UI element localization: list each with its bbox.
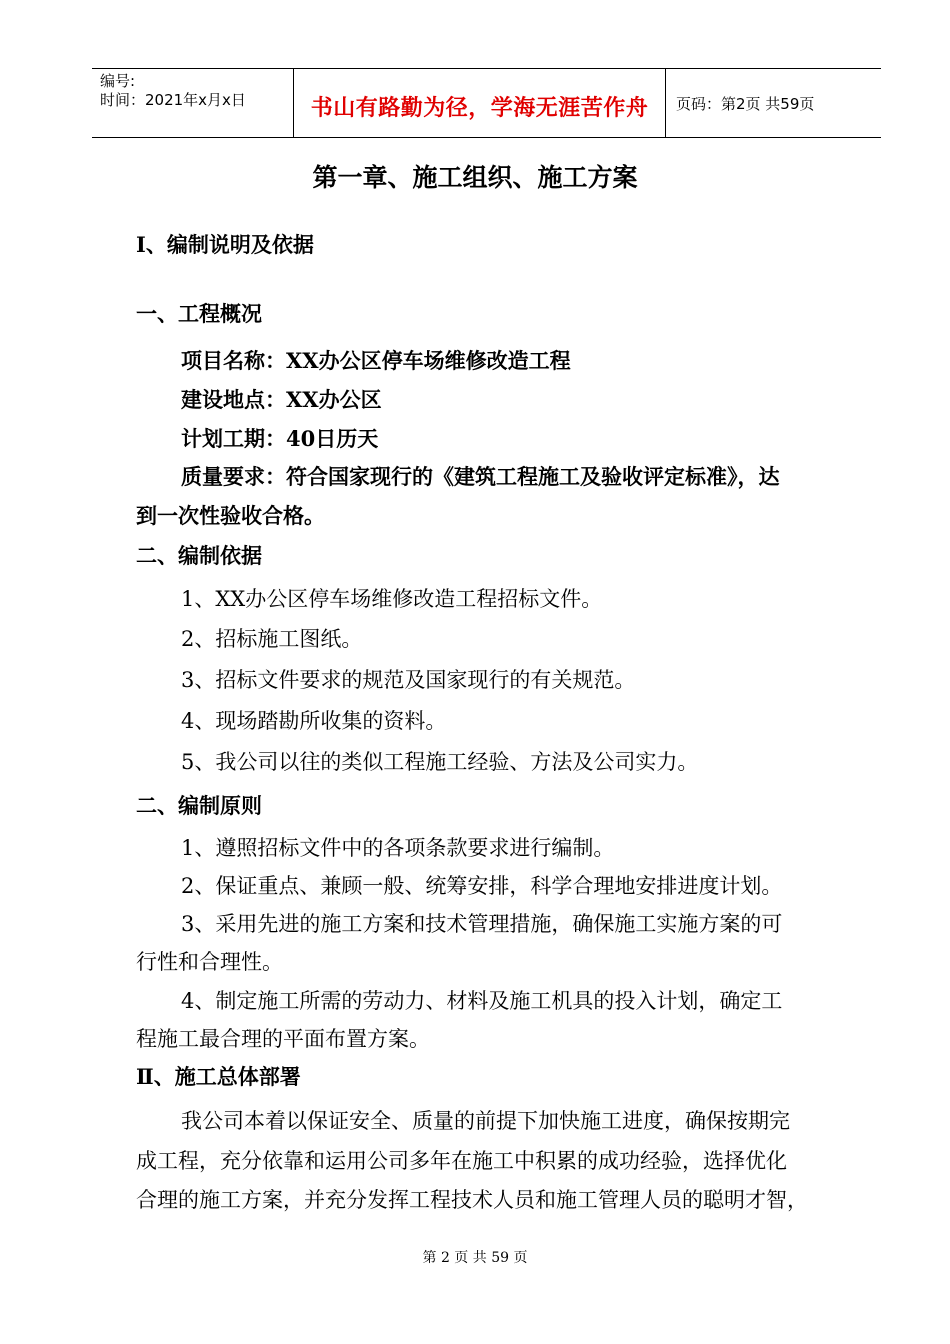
basis-item: 5、我公司以往的类似工程施工经验、方法及公司实力。 — [181, 750, 699, 774]
overview-heading: 一、工程概况 — [136, 301, 262, 326]
principle-line: 4、制定施工所需的劳动力、材料及施工机具的投入计划，确定工 — [181, 989, 783, 1013]
quality-line-1: 质量要求：符合国家现行的《建筑工程施工及验收评定标准》，达 — [181, 464, 780, 489]
deployment-line: 我公司本着以保证安全、质量的前提下加快施工进度，确保按期完 — [181, 1109, 790, 1133]
principle-line: 行性和合理性。 — [136, 950, 283, 974]
chapter-title: 第一章、施工组织、施工方案 — [312, 163, 638, 192]
basis-item: 1、XX办公区停车场维修改造工程招标文件。 — [181, 587, 603, 611]
principle-line: 3、采用先进的施工方案和技术管理措施，确保施工实施方案的可 — [181, 912, 783, 936]
header-meta — [100, 72, 246, 110]
project-location: 建设地点：XX办公区 — [181, 387, 382, 412]
header-motto: 书山有路勤为径，学海无涯苦作舟 — [310, 95, 649, 121]
section-heading-2: Ⅱ、施工总体部署 — [136, 1064, 301, 1089]
principle-line: 1、遵照招标文件中的各项条款要求进行编制。 — [181, 836, 615, 860]
basis-item: 3、招标文件要求的规范及国家现行的有关规范。 — [181, 668, 636, 692]
project-period: 计划工期：40日历天 — [181, 426, 379, 451]
basis-item: 2、招标施工图纸。 — [181, 627, 363, 651]
section-heading-1: Ⅰ、编制说明及依据 — [136, 232, 314, 257]
basis-item: 4、现场踏勘所收集的资料。 — [181, 709, 447, 733]
deployment-line: 成工程，充分依靠和运用公司多年在施工中积累的成功经验，选择优化 — [136, 1149, 787, 1173]
principle-line: 2、保证重点、兼顾一般、统筹安排，科学合理地安排进度计划。 — [181, 874, 783, 898]
page-footer: 第 2 页 共 59 页 — [422, 1250, 528, 1266]
deployment-line: 合理的施工方案，并充分发挥工程技术人员和施工管理人员的聪明才智， — [136, 1188, 808, 1212]
header-divider — [665, 69, 666, 137]
header-time-label: 时间：2021年x月x日 — [100, 91, 246, 109]
basis-heading: 二、编制依据 — [136, 543, 262, 568]
header-number-label: 编号: — [100, 72, 136, 90]
principle-line: 程施工最合理的平面布置方案。 — [136, 1027, 430, 1051]
quality-line-2: 到一次性验收合格。 — [136, 503, 325, 528]
principles-heading: 二、编制原则 — [136, 793, 262, 818]
project-name: 项目名称：XX办公区停车场维修改造工程 — [181, 348, 571, 373]
page-header-table — [92, 68, 881, 138]
header-page-label: 页码：第2页 共59页 — [676, 95, 815, 113]
